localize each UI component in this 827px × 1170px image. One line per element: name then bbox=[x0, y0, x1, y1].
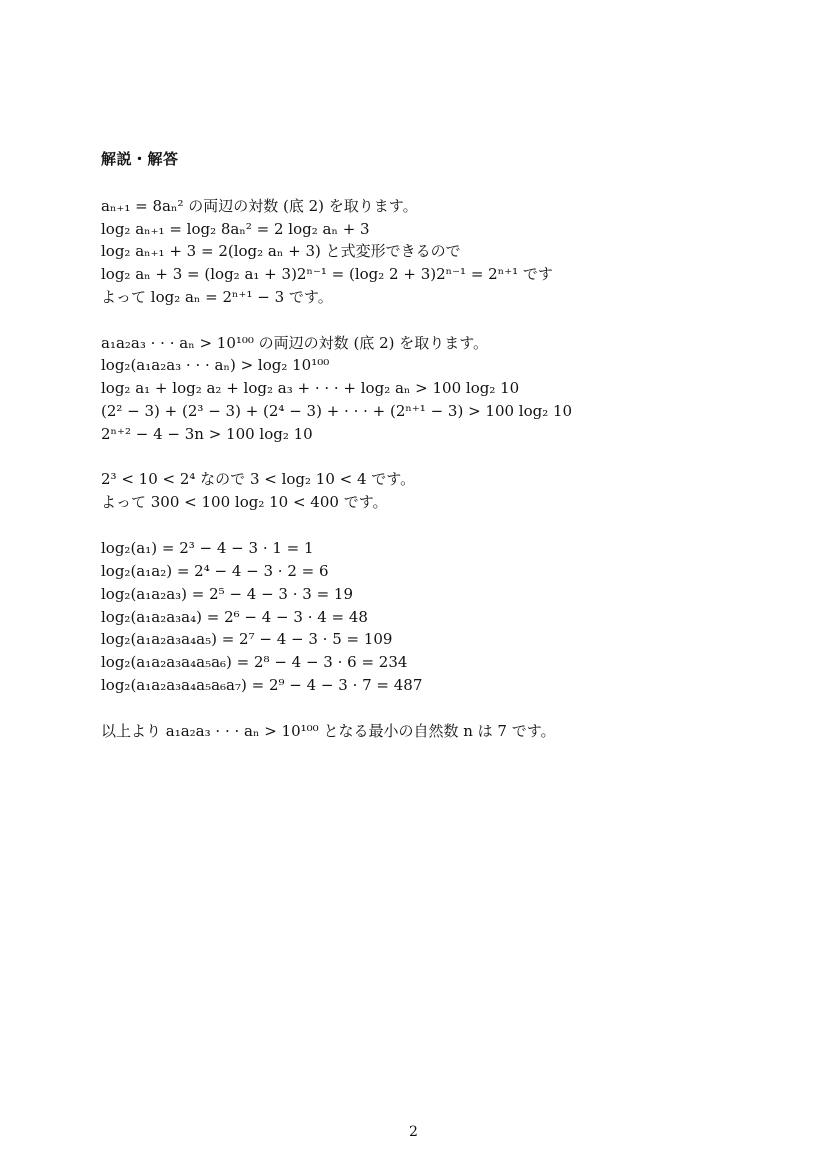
inequality-line: a₁a₂a₃ · · · aₙ > 10¹⁰⁰ の両辺の対数 (底 2) を取ります。 bbox=[101, 334, 489, 352]
derivation-line: log₂ aₙ₊₁ = log₂ 8aₙ² = 2 log₂ aₙ + 3 bbox=[101, 220, 370, 238]
computation-line: log₂(a₁a₂a₃) = 2⁵ − 4 − 3 · 3 = 19 bbox=[101, 585, 354, 603]
inequality-line: log₂ a₁ + log₂ a₂ + log₂ a₃ + · · · + log₂ aₙ > 100 log₂ 10 bbox=[101, 379, 520, 397]
derivation-line: log₂ aₙ + 3 = (log₂ a₁ + 3)2ⁿ⁻¹ = (log₂ 2 + 3)2ⁿ⁻¹ = 2ⁿ⁺¹ です bbox=[101, 265, 553, 283]
computation-line: log₂(a₁a₂a₃a₄a₅a₆) = 2⁸ − 4 − 3 · 6 = 234 bbox=[101, 653, 408, 671]
computation-line: log₂(a₁a₂a₃a₄a₅a₆a₇) = 2⁹ − 4 − 3 · 7 = 487 bbox=[101, 676, 423, 694]
section-heading: 解説・解答 bbox=[101, 150, 179, 168]
computation-line: log₂(a₁a₂) = 2⁴ − 4 − 3 · 2 = 6 bbox=[101, 562, 329, 580]
bound-line: よって 300 < 100 log₂ 10 < 400 です。 bbox=[101, 493, 388, 511]
derivation-line: log₂ aₙ₊₁ + 3 = 2(log₂ aₙ + 3) と式変形できるので bbox=[101, 242, 461, 260]
inequality-line: 2ⁿ⁺² − 4 − 3n > 100 log₂ 10 bbox=[101, 425, 313, 443]
inequality-line: log₂(a₁a₂a₃ · · · aₙ) > log₂ 10¹⁰⁰ bbox=[101, 356, 330, 374]
computation-line: log₂(a₁a₂a₃a₄a₅) = 2⁷ − 4 − 3 · 5 = 109 bbox=[101, 630, 393, 648]
page-number: 2 bbox=[409, 1124, 418, 1140]
conclusion-line: 以上より a₁a₂a₃ · · · aₙ > 10¹⁰⁰ となる最小の自然数 n は 7 です。 bbox=[101, 722, 556, 740]
inequality-line: (2² − 3) + (2³ − 3) + (2⁴ − 3) + · · · + (2ⁿ⁺¹ − 3) > 100 log₂ 10 bbox=[101, 402, 573, 420]
computation-line: log₂(a₁a₂a₃a₄) = 2⁶ − 4 − 3 · 4 = 48 bbox=[101, 608, 368, 626]
derivation-line: よって log₂ aₙ = 2ⁿ⁺¹ − 3 です。 bbox=[101, 288, 333, 306]
bound-line: 2³ < 10 < 2⁴ なので 3 < log₂ 10 < 4 です。 bbox=[101, 470, 416, 488]
derivation-line: aₙ₊₁ = 8aₙ² の両辺の対数 (底 2) を取ります。 bbox=[101, 197, 418, 215]
computation-line: log₂(a₁) = 2³ − 4 − 3 · 1 = 1 bbox=[101, 539, 314, 557]
